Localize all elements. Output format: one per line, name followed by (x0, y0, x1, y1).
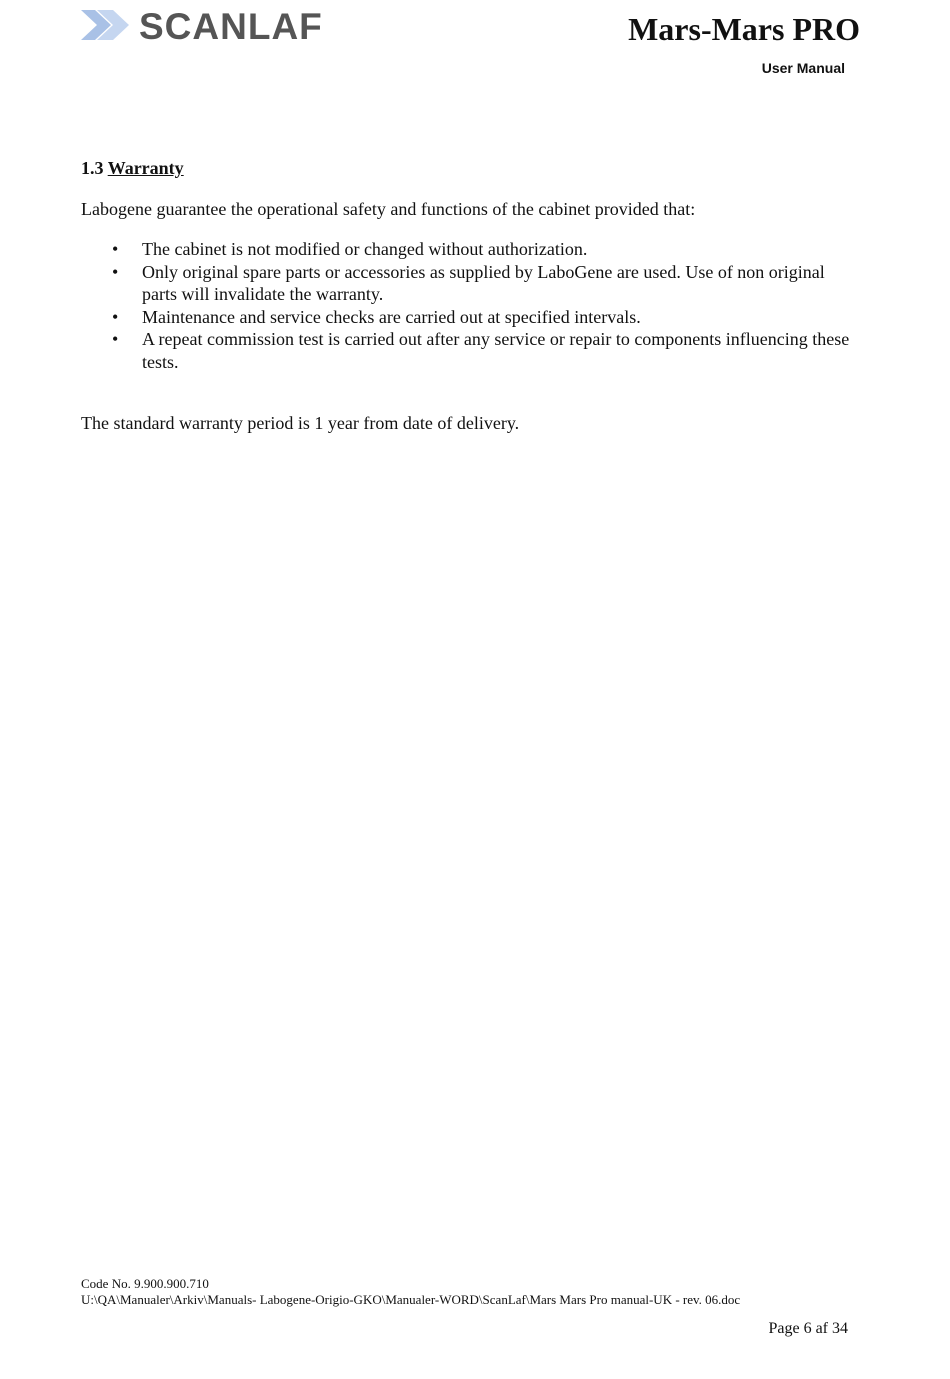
section-number: 1.3 (81, 158, 104, 178)
bullet-icon: • (112, 261, 119, 282)
logo-wordmark: SCANLAF (139, 8, 323, 42)
condition-text: Only original spare parts or accessories as supplied by LaboGene are used. Use of non original parts will invalidate the warranty. (142, 261, 825, 304)
scanlaf-logo-graphic (81, 8, 346, 42)
condition-text: Maintenance and service checks are carried out at specified intervals. (142, 306, 641, 327)
footer-file-path: U:\QA\Manualer\Arkiv\Manuals- Labogene-Origio-GKO\Manualer-WORD\ScanLaf\Mars Mars Pro manual-UK - rev. 06.doc (81, 1292, 741, 1307)
section-heading (81, 157, 184, 179)
list-item (81, 261, 861, 306)
intro-paragraph: Labogene guarantee the operational safety and functions of the cabinet provided that: (81, 199, 696, 219)
bullet-icon: • (112, 239, 119, 259)
bullet-icon: • (112, 306, 119, 327)
document-type: User Manual (761, 60, 845, 76)
warranty-period-paragraph: The standard warranty period is 1 year from date of delivery. (81, 413, 520, 433)
product-title: Mars-Mars PRO (628, 11, 860, 47)
page-number: Page 6 af 34 (768, 1320, 848, 1337)
list-item (81, 306, 861, 329)
footer-code-number: Code No. 9.900.900.710 (81, 1276, 209, 1291)
scanlaf-logo (81, 8, 346, 42)
bullet-icon: • (112, 329, 119, 349)
list-item (81, 238, 861, 261)
condition-text: A repeat commission test is carried out after any service or repair to components influencing these tests. (142, 329, 850, 372)
section-title: Warranty (107, 158, 184, 178)
condition-text: The cabinet is not modified or changed without authorization. (142, 239, 588, 259)
warranty-conditions-list (81, 238, 861, 373)
list-item (81, 328, 861, 373)
